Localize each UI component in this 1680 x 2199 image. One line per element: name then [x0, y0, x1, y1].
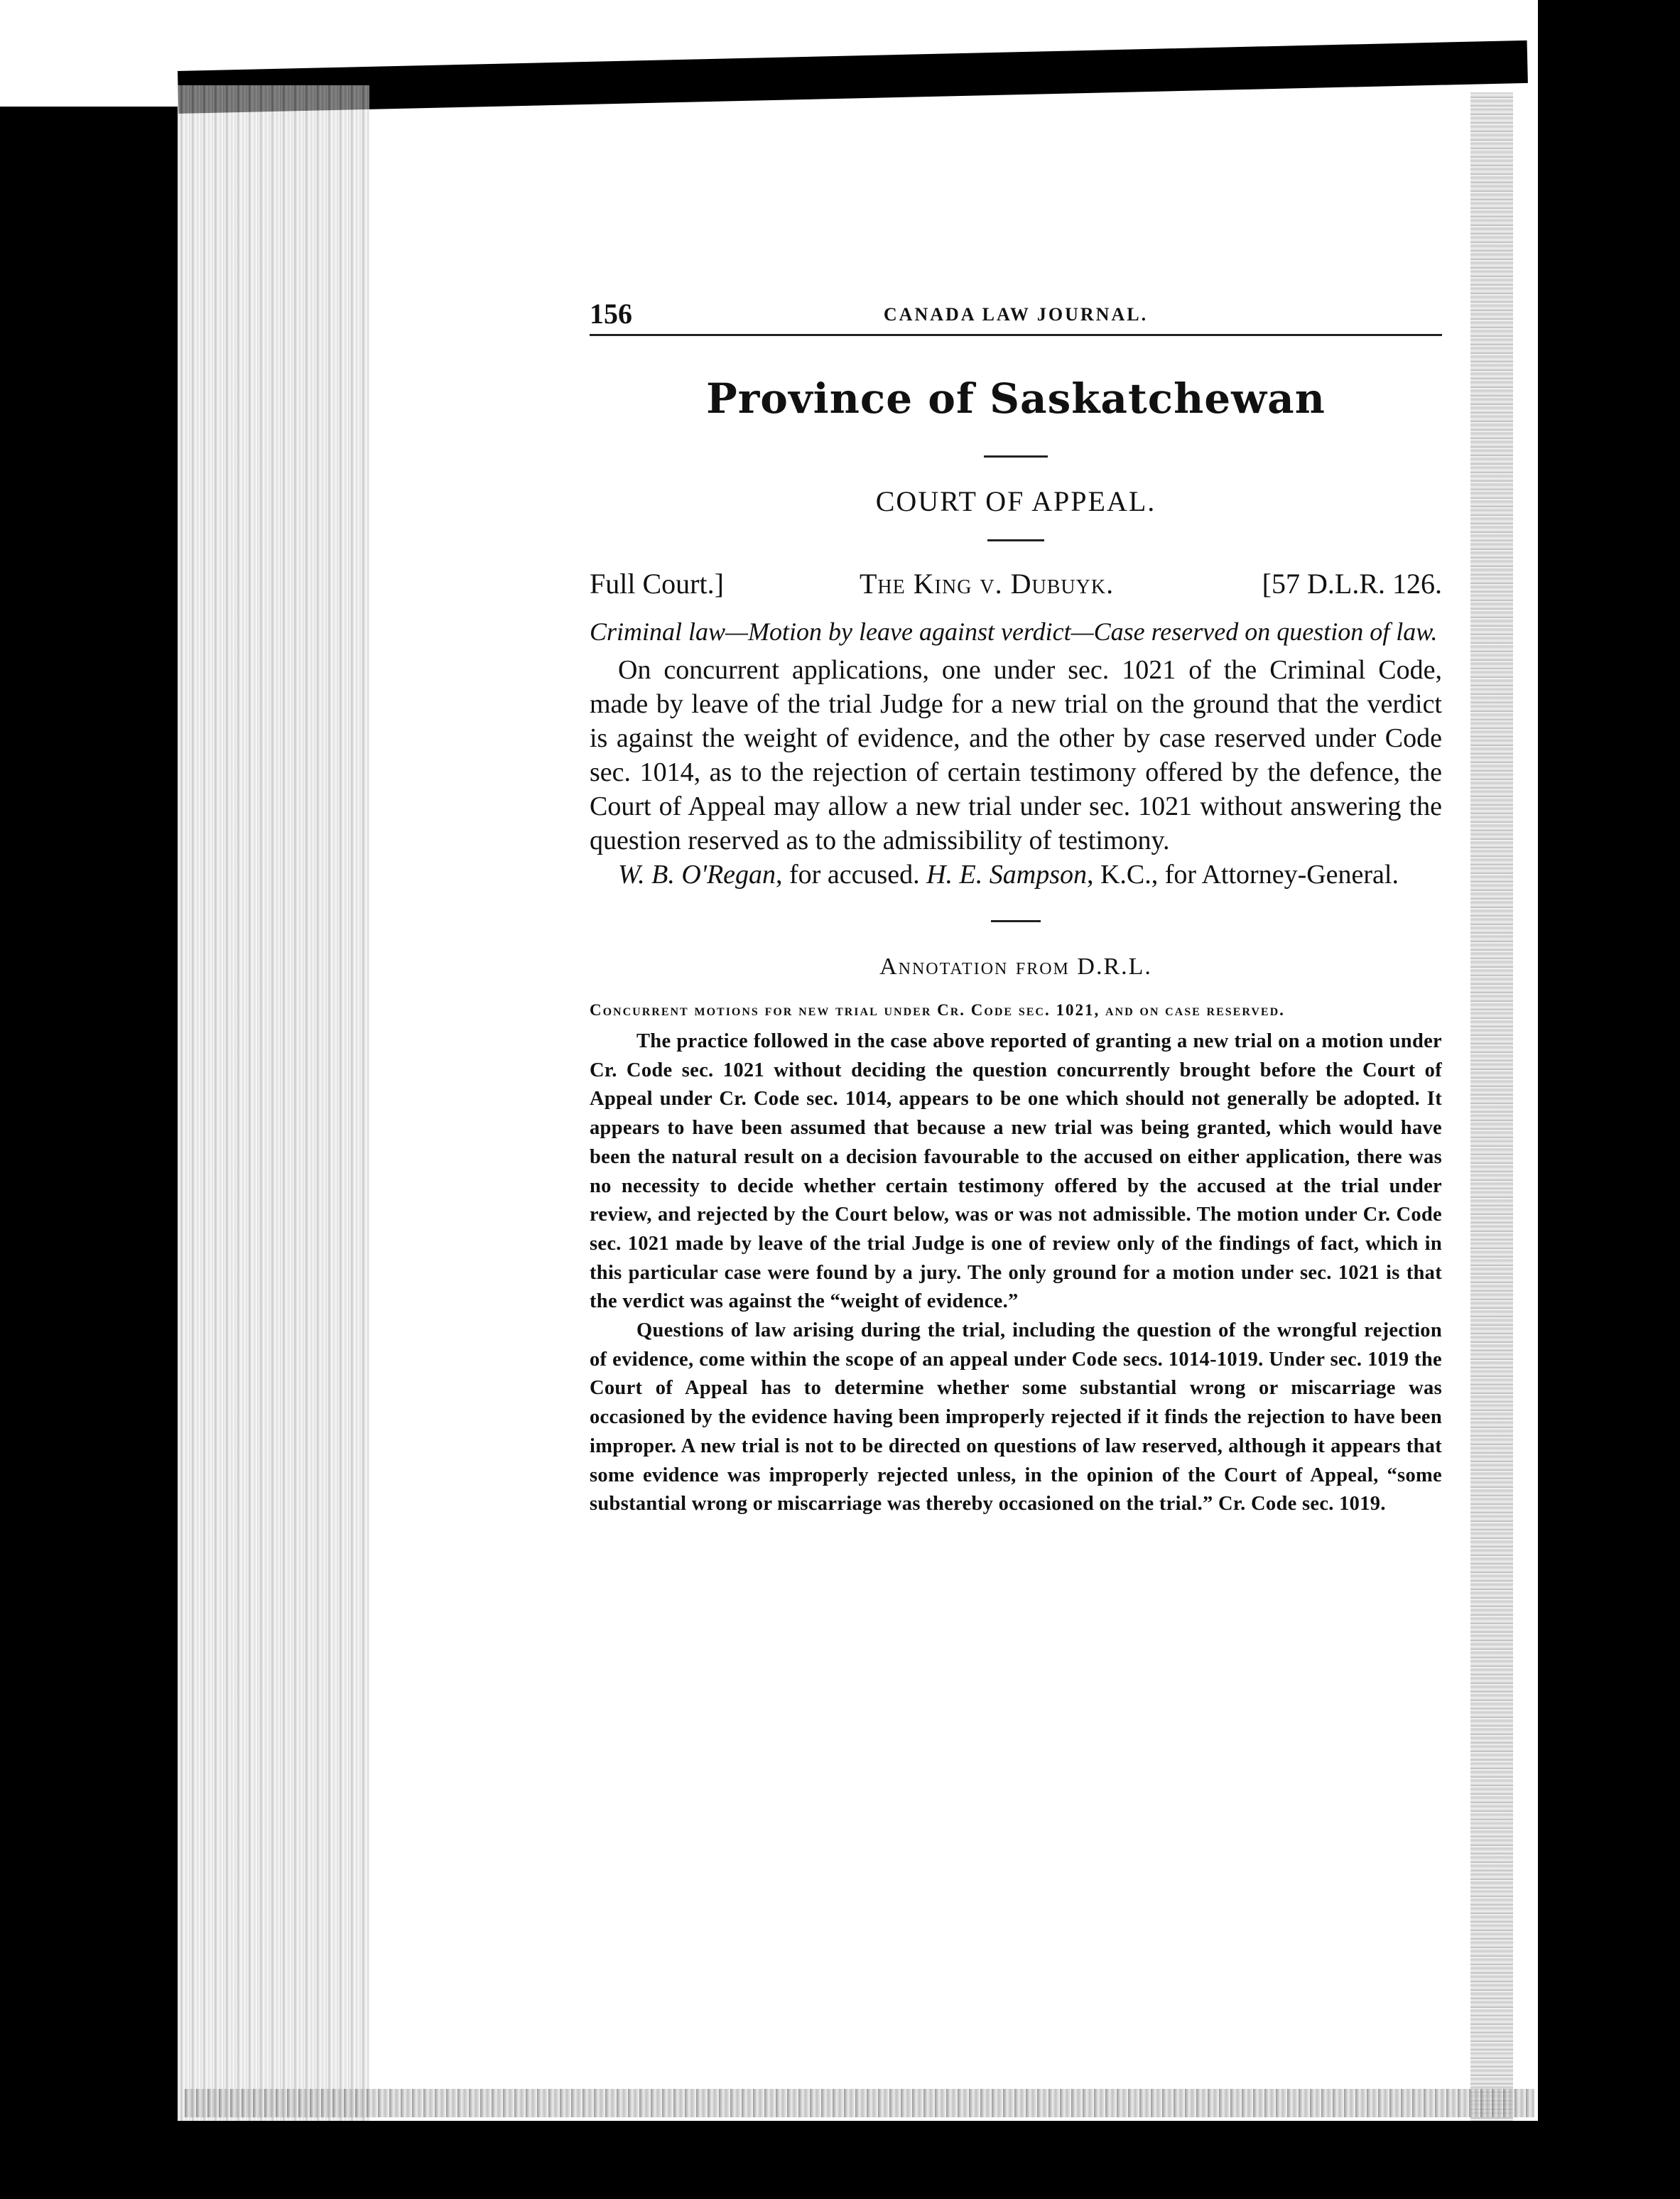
divider — [984, 455, 1048, 458]
annotation-title: Annotation from D.R.L. — [879, 953, 1152, 980]
scan-page-edge-right — [1470, 92, 1513, 2153]
scan-shadow-bottom — [156, 2121, 1680, 2199]
holding-paragraph: On concurrent applications, one under sec. 1021 of the Criminal Code, made by leave of the trial Judge for a new trial on the ground that the verdict is against the weight of evidence, and the other by case reserved under Code sec. 1014, as to the rejection of certain testimony offered by the defence, the Court of Appeal may allow a new trial under sec. 1021 without answering the question reserved as to the admissibility of testimony. — [590, 655, 1442, 855]
divider — [987, 539, 1044, 541]
annotation-paragraph: The practice followed in the case above reported of granting a new trial on a motion under Cr. Code sec. 1021 without deciding the question concurrently brought before the Court of Appeal under Cr. Code sec. 1014, appears to be one which should not generally be adopted. It appears to have been assumed that because a new trial was being granted, which would have been the natural result on a decision favourable to the accused on either application, there was no necessity to decide whether certain testimony offered by the accused at the trial under review, and rejected by the Court below, was or was not admissible. The motion under Cr. Code sec. 1021 made by leave of the trial Judge is one of review only of the findings of fact, which in this particular case were found by a jury. The only ground for a motion under sec. 1021 is that the verdict was against the “weight of evidence.” — [590, 1030, 1442, 1313]
running-head — [590, 284, 1442, 336]
accused-counsel: W. B. O'Regan — [618, 860, 776, 890]
case-citation: [57 D.L.R. 126. — [1262, 568, 1442, 600]
divider — [991, 920, 1041, 922]
scan-gutter-bleed — [178, 85, 369, 2174]
annotation-paragraph: Questions of law arising during the trial, including the question of the wrongful rejection of evidence, come within the scope of an appeal under Code secs. 1014-1019. Under sec. 1019 the Court of Appeal has to determine whether some substantial wrong or miscarriage was occasioned by the evidence having been improperly rejected if it finds the rejection to have been improper. A new trial is not to be directed on questions of law reserved, although it appears that some evidence was improperly rejected unless, in the opinion of the Court of Appeal, “some substantial wrong or miscarriage was thereby occasioned on the trial.” Cr. Code sec. 1019. — [590, 1319, 1442, 1515]
annotation-heading: Concurrent motions for new trial under Cr. Code sec. 1021, and on case reserved. — [590, 1001, 1285, 1019]
scan-page-edge-bottom — [185, 2089, 1534, 2117]
page-number: 156 — [590, 298, 632, 330]
case-caption — [590, 567, 1442, 603]
court-heading: COURT OF APPEAL. — [875, 485, 1156, 517]
scan-shadow-right — [1538, 0, 1680, 2199]
accused-role: , for accused. — [776, 860, 927, 890]
case-name: The King v. Dubuyk. — [860, 568, 1115, 600]
crown-role: , K.C., for Attorney-General. — [1086, 860, 1399, 890]
bench: Full Court.] — [590, 568, 724, 600]
journal-title: CANADA LAW JOURNAL. — [883, 304, 1149, 325]
crown-counsel: H. E. Sampson — [926, 860, 1087, 890]
document-page — [590, 284, 1442, 1519]
province-heading: Province of Saskatchewan — [706, 374, 1326, 423]
scan-shadow-left — [0, 107, 178, 2199]
headnote: Criminal law—Motion by leave against verdict—Case reserved on question of law. — [590, 617, 1438, 646]
counsel-line — [590, 858, 1442, 892]
